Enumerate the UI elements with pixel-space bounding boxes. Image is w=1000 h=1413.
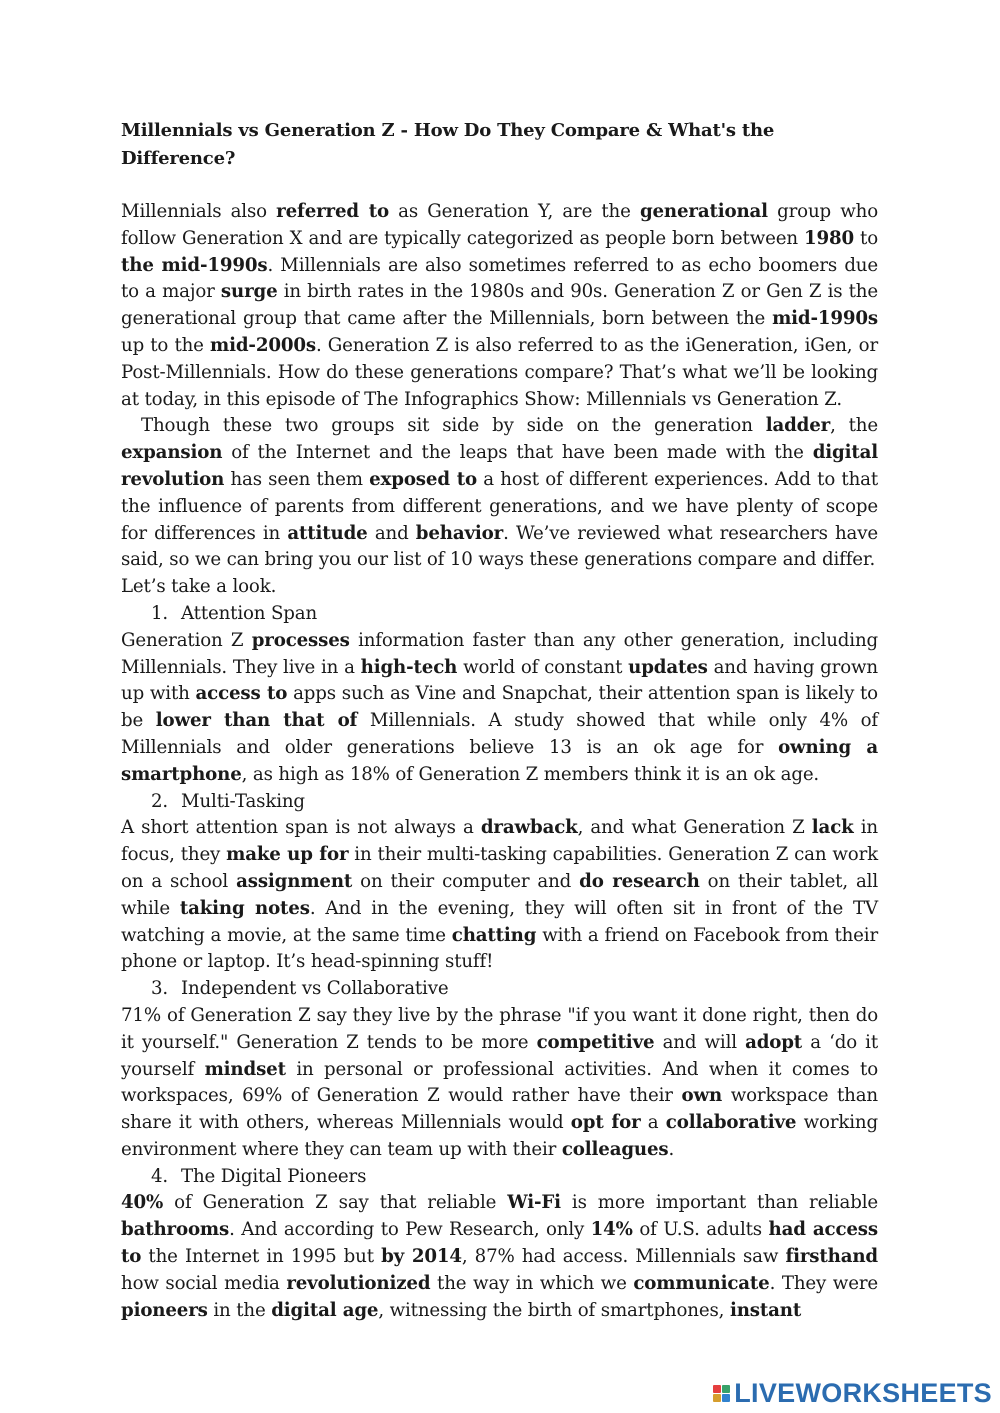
bold-term: surge [220, 281, 278, 303]
intro-paragraph [121, 199, 878, 413]
bold-term: ladder [765, 415, 831, 437]
bold-term: by 2014 [381, 1246, 462, 1268]
bold-term: mid-1990s [772, 308, 878, 330]
logo-square [713, 1385, 721, 1393]
text-run: in their multi-tasking capabilities. Generation Z can work on a school [121, 844, 878, 892]
bold-term: generational [639, 201, 768, 222]
bold-term: digital age [271, 1299, 379, 1321]
text-run: Millennials. A study showed that while only 4% of Millennials and older generations believe 13 is an ok age for [121, 710, 878, 758]
bold-term: firsthand [785, 1246, 878, 1268]
list-heading-1 [121, 601, 878, 628]
bold-term: access to [195, 683, 288, 705]
lets-take-a-look: Let’s take a look. [121, 576, 277, 598]
bold-term: expansion [121, 442, 223, 464]
text-run: on their computer and [352, 870, 580, 892]
bold-term: instant [729, 1299, 802, 1321]
bold-term: adopt [745, 1031, 803, 1053]
bold-term: 1980 [803, 227, 854, 249]
text-run: of the Internet and the leaps that have been made with the [222, 442, 813, 464]
list-label: Multi-Tasking [181, 790, 305, 812]
bold-term: drawback [480, 817, 578, 839]
bold-term: 40% [121, 1192, 164, 1214]
text-run: , witnessing the birth of smartphones, [378, 1299, 730, 1321]
section-3-paragraph [121, 1003, 878, 1164]
bold-term: colleagues [561, 1138, 669, 1160]
logo-text: LIVEWORKSHEETS [734, 1378, 992, 1408]
bold-term: lack [811, 817, 854, 839]
bold-term: referred to [276, 201, 389, 222]
logo-square [722, 1385, 730, 1393]
bold-term: the mid-1990s [121, 254, 268, 276]
text-run: . They were [769, 1272, 878, 1294]
list-label: Independent vs Collaborative [181, 978, 449, 1000]
logo-square [713, 1394, 721, 1402]
text-run: 71% of Generation Z say they live by the phrase "if you want it done right, then do it yourself." Generation Z tends to be more [121, 1004, 878, 1053]
bold-term: communicate [633, 1272, 770, 1294]
bold-term: behavior [415, 522, 504, 544]
bold-term: high-tech [360, 656, 458, 678]
bold-term: revolutionized [286, 1272, 431, 1294]
text-run: , and what Generation Z [577, 817, 812, 839]
text-run: workspace than share it with others, whereas Millennials would [121, 1085, 878, 1134]
list-number: 4. [151, 1165, 169, 1187]
text-run: world of constant [457, 656, 629, 678]
text-run: a [640, 1112, 666, 1134]
bold-term: digital revolution [121, 442, 878, 490]
document-page [121, 117, 878, 1324]
text-run: a host of different experiences. Add to that the influence of parents from different generations, and we have plenty of scope for differences in [121, 468, 879, 544]
bold-term: do research [579, 870, 700, 892]
text-run: . And according to Pew Research, only [229, 1219, 591, 1241]
bold-term: owning a smartphone [121, 736, 879, 785]
section-2-paragraph [121, 815, 878, 976]
bold-term: 14% [590, 1219, 633, 1241]
text-run: . Generation Z is also referred to as the iGeneration, iGen, or Post-Millennials. How do these generations compare? That’s what we’ll be looking at today, in this episode of The Infographics Show: Millennials vs Generation Z. [121, 334, 878, 410]
list-heading-2 [121, 789, 878, 816]
bold-term: taking notes [179, 897, 310, 919]
bold-term: attitude [287, 522, 368, 544]
text-run: . We’ve reviewed what researchers have said, so we can bring you our list of 10 ways these generations compare and differ. [121, 522, 878, 571]
text-run: working environment where they can team up with their [121, 1112, 878, 1160]
text-run: with a friend on Facebook from their phone or laptop. It’s head-spinning stuff! [121, 924, 879, 973]
list-number: 1. [151, 602, 169, 624]
text-run: up to the [121, 334, 210, 356]
text-run: on their tablet, all while [121, 870, 878, 919]
text-run: how social media [121, 1272, 287, 1294]
text-run: Though these two groups sit side by side on the generation [141, 415, 766, 437]
text-run: apps such as Vine and Snapchat, their attention span is likely to be [121, 683, 878, 732]
bold-term: make up for [226, 844, 349, 866]
text-run: and will [654, 1031, 746, 1053]
text-run: , as high as 18% of Generation Z members think it is an ok age. [241, 763, 820, 785]
bold-term: own [681, 1085, 723, 1107]
bold-term: pioneers [121, 1299, 208, 1321]
bold-term: assignment [236, 870, 353, 892]
bold-term: opt for [570, 1112, 641, 1134]
text-run: of U.S. adults [632, 1219, 769, 1241]
section-1-paragraph [121, 628, 878, 789]
logo-grid-icon [713, 1385, 730, 1402]
text-run: as Generation Y, are the [388, 201, 640, 222]
bold-term: competitive [536, 1031, 655, 1053]
bold-term: lower than that of [155, 710, 358, 732]
bold-term: exposed to [369, 468, 477, 490]
text-run: in personal or professional activities. And when it comes to workspaces, 69% of Generation Z would rather have their [121, 1058, 878, 1107]
bold-term: Wi-Fi [507, 1192, 561, 1214]
list-number: 2. [151, 790, 169, 812]
bold-term: processes [251, 629, 350, 651]
text-run: A short attention span is not always a [121, 817, 481, 839]
bold-term: chatting [451, 924, 537, 946]
text-run: . Millennials are also sometimes referred to as echo boomers due to a major [121, 254, 878, 303]
text-run: the way in which we [430, 1272, 634, 1294]
bold-term: had access to [121, 1219, 878, 1268]
document-title: Millennials vs Generation Z - How Do They Compare & What's the Difference? [121, 120, 775, 169]
bold-term: bathrooms [121, 1219, 230, 1241]
text-run: . [668, 1138, 675, 1160]
liveworksheets-logo[interactable] [713, 1378, 992, 1409]
list-label: The Digital Pioneers [181, 1165, 367, 1187]
text-run: and [367, 522, 416, 544]
text-run: and having grown up with [121, 656, 878, 705]
bold-term: collaborative [665, 1112, 797, 1134]
text-run: group who follow Generation X and are typically categorized as people born between [121, 201, 879, 249]
text-run: , 87% had access. Millennials saw [461, 1246, 786, 1268]
list-heading-4 [121, 1164, 878, 1191]
text-run: . And in the evening, they will often sit in front of the TV watching a movie, at the same time [121, 897, 878, 946]
text-run: a ‘do it yourself [121, 1031, 878, 1080]
text-run: Generation Z [121, 629, 252, 651]
list-label: Attention Span [181, 602, 318, 624]
bold-term: mid-2000s [210, 334, 316, 356]
logo-square [722, 1394, 730, 1402]
text-run: of Generation Z say that reliable [163, 1192, 508, 1214]
text-run: the Internet in 1995 but [141, 1246, 382, 1268]
bold-term: mindset [204, 1058, 286, 1080]
text-run: has seen them [224, 468, 370, 490]
text-run: in birth rates in the 1980s and 90s. Generation Z or Gen Z is the generational group that came after the Millennials, born between the [121, 281, 878, 330]
text-run: in focus, they [121, 817, 878, 866]
text-run: to [854, 227, 878, 249]
list-heading-3 [121, 976, 878, 1003]
text-run: information faster than any other generation, including Millennials. They live in a [121, 629, 878, 678]
text-run: , the [830, 415, 878, 437]
text-run: Millennials also [121, 201, 277, 222]
section-4-paragraph [121, 1190, 878, 1324]
list-number: 3. [151, 978, 169, 1000]
second-paragraph [121, 413, 878, 574]
text-run: in the [207, 1299, 272, 1321]
text-run: is more important than reliable [560, 1192, 878, 1214]
bold-term: updates [628, 656, 708, 678]
